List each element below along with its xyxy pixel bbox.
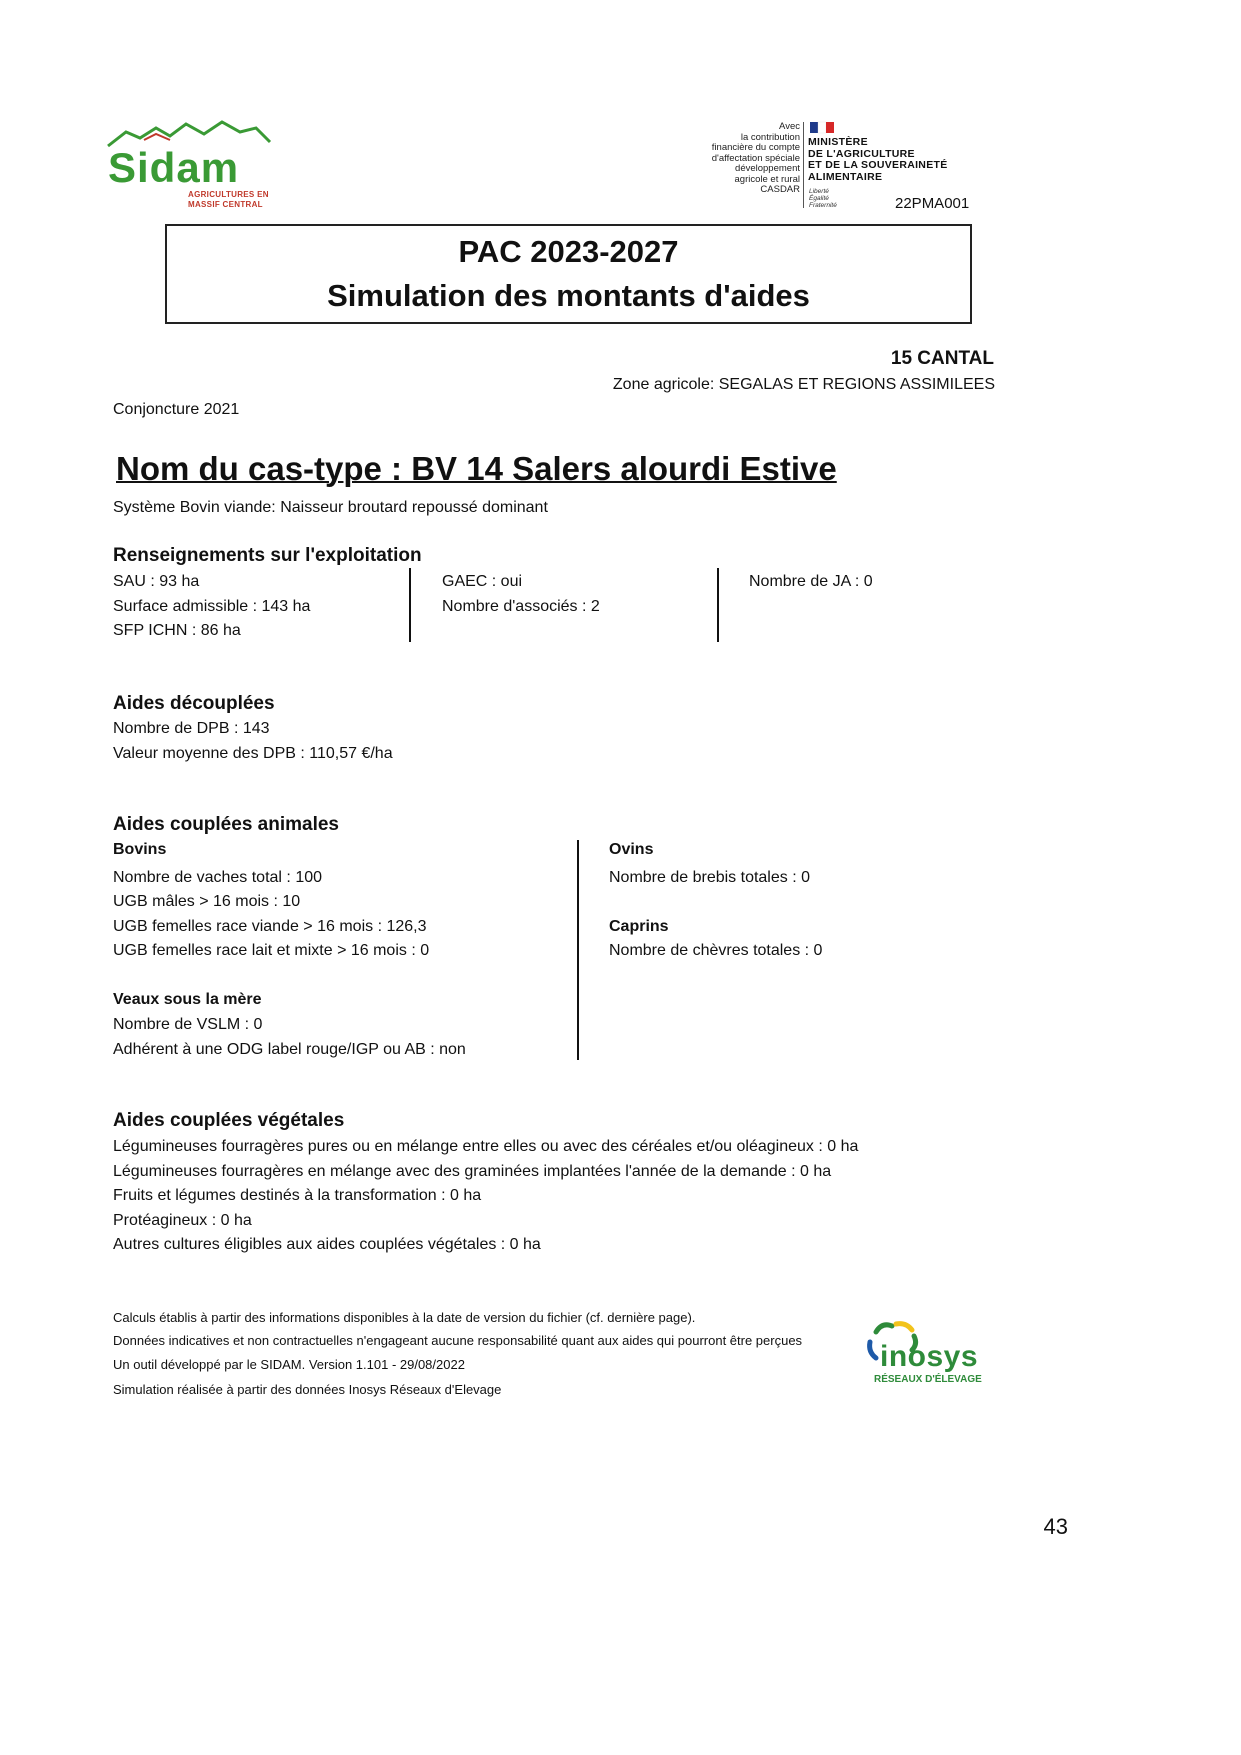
footer-note: Données indicatives et non contractuelles n'engageant aucune responsabilité quant aux aides qui pourront être perçues bbox=[113, 1333, 803, 1348]
agricultural-zone: Zone agricole: SEGALAS ET REGIONS ASSIMILEES bbox=[612, 376, 995, 393]
vegetales-item: Légumineuses fourragères pures ou en mélange entre elles ou avec des céréales et/ou oléagineux : 0 ha bbox=[113, 1138, 859, 1155]
subheading-veaux: Veaux sous la mère bbox=[113, 991, 262, 1008]
conjoncture: Conjoncture 2021 bbox=[113, 401, 240, 418]
inosys-logo bbox=[862, 1318, 996, 1390]
subheading-caprins: Caprins bbox=[609, 918, 669, 935]
devise-line: Liberté bbox=[809, 188, 829, 195]
veaux-item: Nombre de VSLM : 0 bbox=[113, 1016, 263, 1033]
exploitation-item: SFP ICHN : 86 ha bbox=[113, 622, 241, 639]
casdar-line: d'affectation spéciale bbox=[711, 152, 800, 164]
bovins-item: UGB femelles race lait et mixte > 16 mois : 0 bbox=[113, 942, 430, 959]
marianne-flag-icon bbox=[810, 122, 834, 133]
system-description: Système Bovin viande: Naisseur broutard repoussé dominant bbox=[113, 499, 548, 516]
document-title: PAC 2023-2027 bbox=[458, 234, 679, 269]
region-clip bbox=[612, 374, 995, 396]
bovins-item: UGB femelles race viande > 16 mois : 126,3 bbox=[113, 918, 427, 935]
exploitation-item: GAEC : oui bbox=[442, 573, 523, 590]
decouplees-item: Valeur moyenne des DPB : 110,57 €/ha bbox=[113, 745, 393, 762]
casdar-line: agricole et rural bbox=[734, 173, 800, 185]
department: 15 CANTAL bbox=[890, 348, 994, 369]
column-divider bbox=[717, 568, 719, 642]
sidam-subtitle-1: AGRICULTURES EN bbox=[188, 190, 269, 199]
exploitation-item: Surface admissible : 143 ha bbox=[113, 598, 311, 615]
footer-note: Calculs établis à partir des informations disponibles à la date de version du fichier (cf. dernière page). bbox=[113, 1310, 696, 1325]
exploitation-item: SAU : 93 ha bbox=[113, 573, 200, 590]
column-divider bbox=[409, 568, 411, 642]
caprins-item: Nombre de chèvres totales : 0 bbox=[609, 942, 823, 959]
ministry-line: MINISTÈRE bbox=[808, 136, 868, 148]
inosys-name: inosys bbox=[880, 1340, 979, 1373]
vegetales-item: Autres cultures éligibles aux aides couplées végétales : 0 ha bbox=[113, 1236, 541, 1253]
footer-note: Simulation réalisée à partir des données Inosys Réseaux d'Elevage bbox=[113, 1382, 502, 1397]
vegetales-item: Protéagineux : 0 ha bbox=[113, 1212, 252, 1229]
bovins-item: UGB mâles > 16 mois : 10 bbox=[113, 893, 301, 910]
title-box bbox=[165, 224, 972, 324]
exploitation-item: Nombre d'associés : 2 bbox=[442, 598, 600, 615]
ministry-line: ET DE LA SOUVERAINETÉ bbox=[808, 159, 948, 171]
case-title: Nom du cas-type : BV 14 Salers alourdi Estive bbox=[116, 450, 837, 487]
casdar-line: Avec bbox=[779, 121, 800, 132]
section-heading-animales: Aides couplées animales bbox=[113, 814, 339, 835]
ovins-item: Nombre de brebis totales : 0 bbox=[609, 869, 810, 886]
ministry-line: ALIMENTAIRE bbox=[808, 170, 883, 183]
inosys-subtitle: RÉSEAUX D'ÉLEVAGE bbox=[874, 1374, 982, 1385]
sidam-name: Sidam bbox=[108, 144, 240, 191]
casdar-line: la contribution bbox=[740, 131, 800, 143]
subheading-ovins: Ovins bbox=[609, 841, 654, 858]
exploitation-item: Nombre de JA : 0 bbox=[749, 573, 873, 590]
sidam-subtitle-2: MASSIF CENTRAL bbox=[188, 200, 263, 209]
vegetales-item: Fruits et légumes destinés à la transformation : 0 ha bbox=[113, 1187, 482, 1204]
footer-note-clip bbox=[113, 1333, 858, 1351]
section-heading-vegetales: Aides couplées végétales bbox=[113, 1110, 345, 1131]
column-divider bbox=[577, 840, 579, 1060]
veaux-item: Adhérent à une ODG label rouge/IGP ou AB : non bbox=[113, 1041, 466, 1058]
reference-code: 22PMA001 bbox=[895, 195, 970, 212]
subheading-bovins: Bovins bbox=[113, 841, 167, 858]
footer-note: Un outil développé par le SIDAM. Version 1.101 - 29/08/2022 bbox=[113, 1357, 465, 1372]
casdar-line: CASDAR bbox=[760, 184, 800, 195]
ministry-line: DE L'AGRICULTURE bbox=[808, 147, 915, 160]
section-heading-decouplees: Aides découplées bbox=[113, 693, 275, 714]
page-number: 43 bbox=[1043, 1514, 1068, 1539]
casdar-line: développement bbox=[735, 163, 800, 174]
devise-line: Fraternité bbox=[809, 202, 837, 209]
vegetales-item: Légumineuses fourragères en mélange avec des graminées implantées l'année de la demande : 0 ha bbox=[113, 1163, 832, 1180]
decouplees-item: Nombre de DPB : 143 bbox=[113, 720, 270, 737]
devise bbox=[809, 188, 837, 209]
sidam-logo bbox=[104, 118, 274, 210]
devise-line: Égalité bbox=[809, 195, 829, 202]
ministry-separator bbox=[803, 122, 804, 208]
document-subtitle: Simulation des montants d'aides bbox=[327, 278, 810, 313]
section-heading-exploitation: Renseignements sur l'exploitation bbox=[113, 545, 422, 566]
casdar-line: financière du compte bbox=[711, 142, 800, 153]
bovins-item: Nombre de vaches total : 100 bbox=[113, 869, 323, 886]
